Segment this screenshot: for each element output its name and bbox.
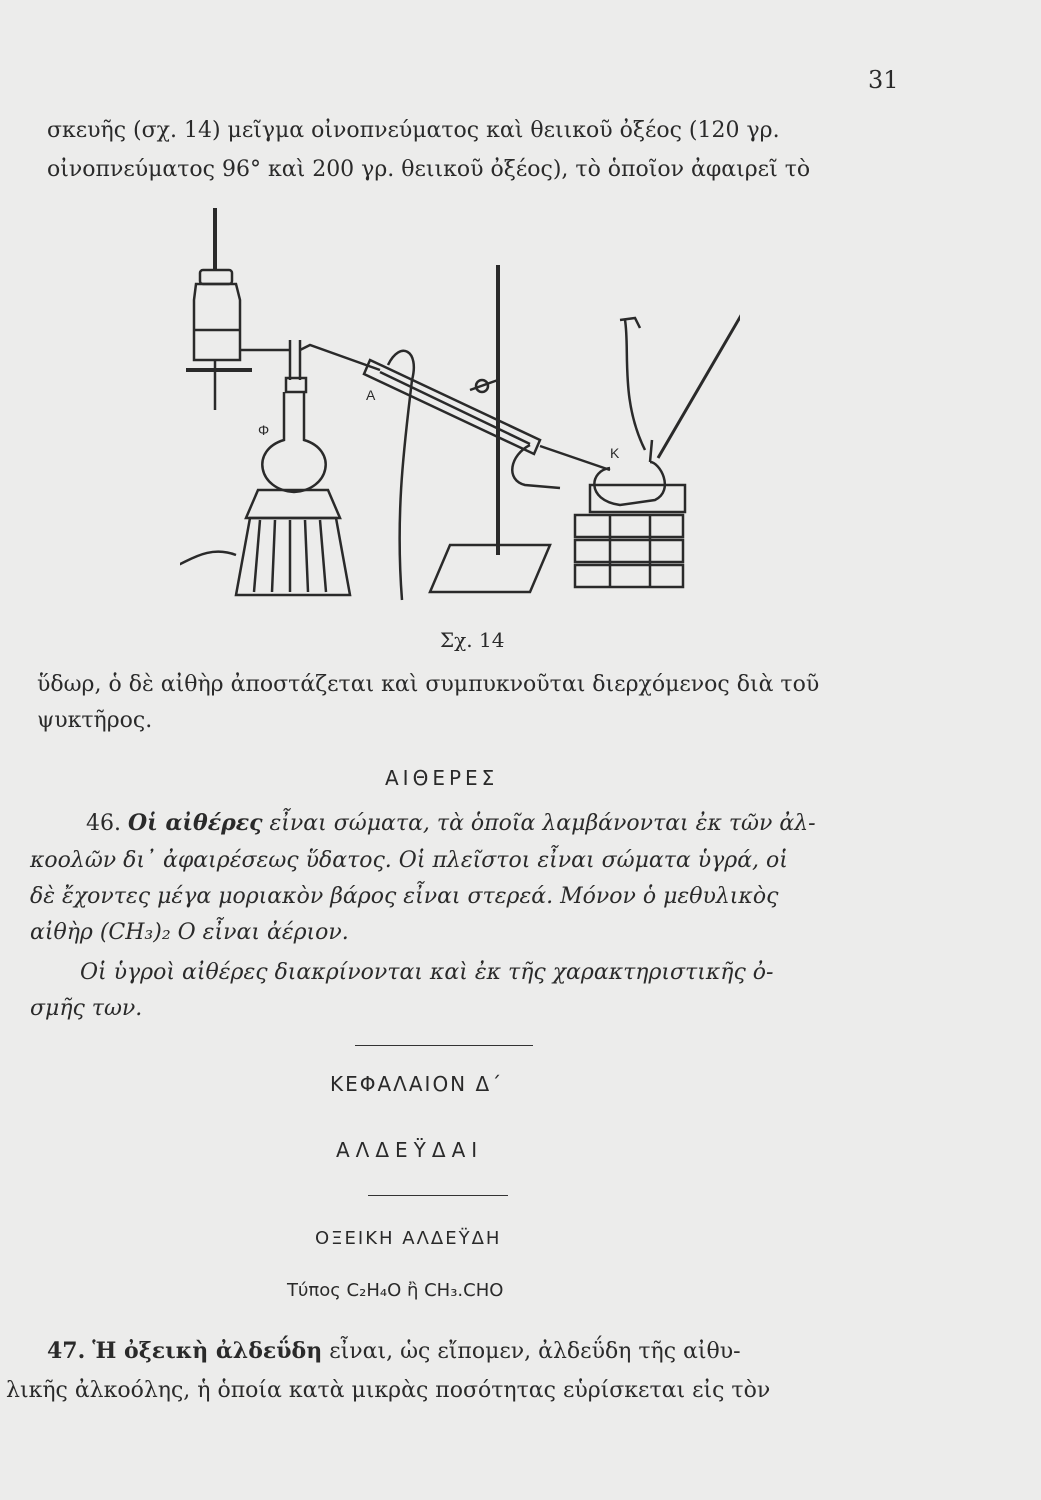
divider [368, 1195, 508, 1196]
section-heading-ethers: ΑΙΘΕΡΕΣ [385, 766, 499, 790]
text-line: εἶναι, ὡς εἴπομεν, ἀλδεΰδη τῆς αἰθυ- [329, 1339, 741, 1364]
text-line: σκευῆς (σχ. 14) μεῖγμα οἰνοπνεύματος καὶ θειικοῦ ὀξέος (120 γρ. [47, 118, 780, 143]
chapter-subtitle: ΑΛΔΕΫΔΑΙ [336, 1138, 484, 1162]
page-number: 31 [868, 66, 899, 94]
text-line: Οἱ ὑγροὶ αἰθέρες διακρίνονται καὶ ἐκ τῆς χαρακτηριστικῆς ὀ- [80, 960, 774, 985]
formula-line: Τύπος C₂H₄O ἢ CH₃.CHO [287, 1280, 504, 1301]
text-line: ψυκτῆρος. [37, 708, 153, 733]
distillation-apparatus-figure [180, 200, 740, 620]
paragraph-47-first-line [47, 1338, 741, 1364]
figure-label-k: Κ [610, 445, 620, 461]
text-line: ὕδωρ, ὁ δὲ αἰθὴρ ἀποστάζεται καὶ συμπυκνοῦται διερχόμενος διὰ τοῦ [37, 672, 820, 697]
section-heading-acetaldehyde: ΟΞΕΙΚΗ ΑΛΔΕΫΔΗ [315, 1228, 502, 1249]
text-line: λικῆς ἀλκοόλης, ἡ ὁποία κατὰ μικρὰς ποσότητας εὑρίσκεται εἰς τὸν [6, 1378, 771, 1403]
term-ethers: Οἱ αἰθέρες [128, 810, 263, 836]
paragraph-number: 47. [47, 1338, 86, 1364]
divider [355, 1045, 533, 1046]
chapter-title: ΚΕΦΑΛΑΙΟΝ Δ΄ [330, 1072, 504, 1096]
figure-label-phi: Φ [258, 422, 270, 438]
text-line: οἰνοπνεύματος 96° καὶ 200 γρ. θειικοῦ ὀξέος), τὸ ὁποῖον ἀφαιρεῖ τὸ [47, 157, 811, 182]
figure-label-a: Α [366, 387, 376, 403]
paragraph-number: 46. [86, 811, 121, 836]
text-line: εἶναι σώματα, τὰ ὁποῖα λαμβάνονται ἐκ τῶν ἀλ- [269, 811, 816, 836]
term-acetaldehyde: Ἡ ὀξεικὴ ἀλδεΰδη [92, 1338, 323, 1364]
text-line: αἰθὴρ (CH₃)₂ O εἶναι ἀέριον. [30, 920, 349, 945]
text-line: δὲ ἔχοντες μέγα μοριακὸν βάρος εἶναι στερεά. Μόνον ὁ μεθυλικὸς [30, 884, 779, 909]
figure-caption: Σχ. 14 [440, 628, 505, 652]
text-line: κοολῶν δι᾽ ἀφαιρέσεως ὕδατος. Οἱ πλεῖστοι εἶναι σώματα ὑγρά, οἱ [30, 848, 788, 873]
paragraph-46-first-line [86, 810, 816, 836]
text-line: σμῆς των. [30, 996, 143, 1021]
